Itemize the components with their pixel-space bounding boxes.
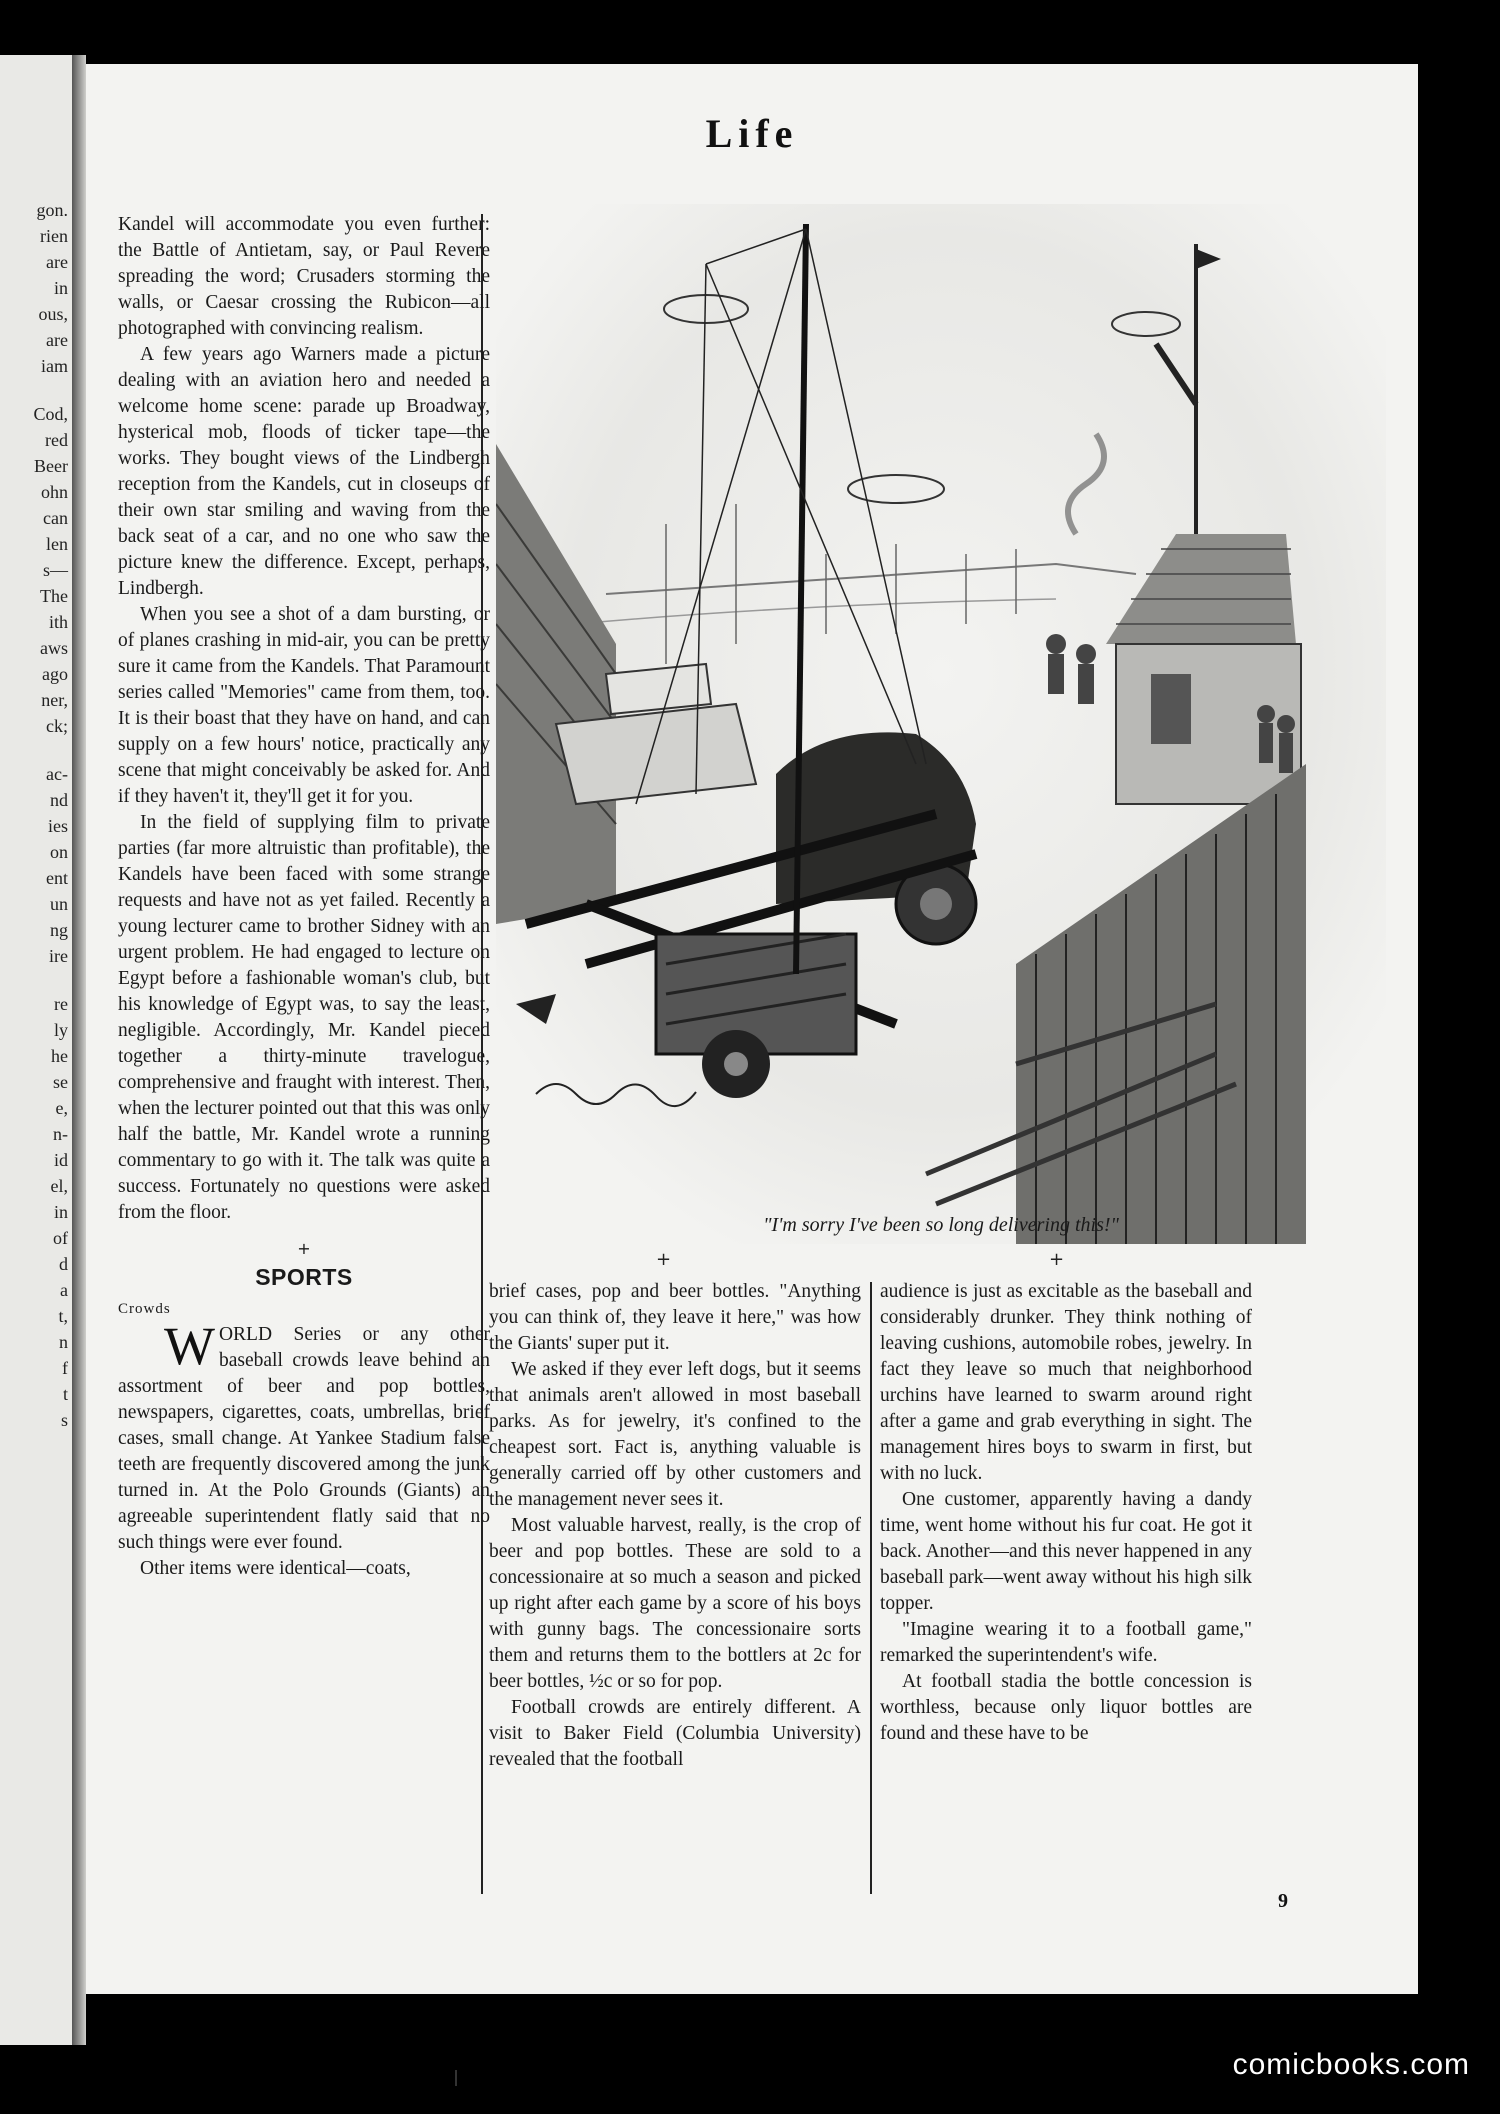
previous-page-text-fragment: ly: [53, 1020, 68, 1040]
previous-page-text-fragment: e,: [55, 1098, 68, 1118]
article-column-3: [880, 1279, 1252, 1747]
previous-page-text-fragment: can: [43, 508, 68, 528]
drop-cap: W: [164, 1316, 215, 1376]
previous-page-text-fragment: rien: [40, 226, 68, 246]
paragraph: At football stadia the bottle concession is worthless, because only liquor bottles are found and these have to be: [880, 1671, 1252, 1744]
paragraph: [118, 1316, 490, 1556]
previous-page-text-fragment: ac-: [46, 764, 68, 784]
watermark: comicbooks.com: [1232, 2048, 1470, 2081]
previous-page-text-fragment: a: [60, 1280, 68, 1300]
previous-page-text-fragment: Cod,: [33, 404, 68, 424]
previous-page-text-fragment: ago: [42, 664, 68, 684]
previous-page-text-fragment: s: [60, 1410, 68, 1430]
paragraph: brief cases, pop and beer bottles. "Anything you can think of, they leave it here," was how the Giants' super put it.: [489, 1281, 861, 1354]
paragraph: Kandel will accommodate you even further: the Battle of Antietam, say, or Paul Revere spreading the word; Crusaders storming the walls, or Caesar crossing the Rubicon—all photographed with convincing realism.: [118, 214, 490, 339]
previous-page-text-fragment: t: [62, 1384, 68, 1404]
previous-page-text-fragment: ner,: [41, 690, 68, 710]
previous-page-text-fragment: ous,: [38, 304, 68, 324]
ornament-cross: +: [656, 1249, 672, 1270]
previous-page-text-fragment: s—: [42, 560, 68, 580]
previous-page-text-fragment: of: [53, 1228, 68, 1248]
previous-page-text-fragment: in: [53, 278, 68, 298]
previous-page-text-fragment: n: [59, 1332, 68, 1352]
previous-page-text-fragment: iam: [41, 356, 68, 376]
paragraph: One customer, apparently having a dandy time, went home without his fur coat. He got it back. Another—and this never happened in any baseball park—went away without his high silk topper.: [880, 1489, 1252, 1614]
previous-page-text-fragment: he: [51, 1046, 68, 1066]
previous-page-text-fragment: f: [62, 1358, 68, 1378]
previous-page-text-fragment: Beer: [34, 456, 68, 476]
previous-page-text-fragment: gon.: [36, 200, 68, 220]
previous-page-text-fragment: d: [59, 1254, 68, 1274]
cartoon-illustration: [496, 204, 1386, 1244]
previous-page-text-fragment: t,: [58, 1306, 68, 1326]
paragraph: We asked if they ever left dogs, but it seems that animals aren't allowed in most baseball parks. As for jewelry, it's confined to the cheapest sort. Fact is, anything valuable is generally carried off by other customers and the management never sees it.: [489, 1359, 861, 1510]
paragraph: Most valuable harvest, really, is the crop of beer and pop bottles. These are sold to a concessionaire at so much a season and picked up right after each game by a score of his boys with gunny bags. The concessionaire sorts them and returns them to the bottlers at 2c for beer bottles, ½c or so for pop.: [489, 1515, 861, 1692]
previous-page-text-fragment: are: [46, 252, 68, 272]
article-column-2: [489, 1279, 861, 1773]
previous-page-text-fragment: len: [46, 534, 68, 554]
paragraph: "Imagine wearing it to a football game," remarked the superintendent's wife.: [880, 1619, 1252, 1666]
previous-page-text-fragment: id: [53, 1150, 68, 1170]
paragraph: Football crowds are entirely different. A visit to Baker Field (Columbia University) revealed that the football: [489, 1697, 861, 1770]
paragraph: When you see a shot of a dam bursting, or of planes crashing in mid-air, you can be pretty sure it came from the Kandels. That Paramount series called "Memories" came from them, too. It is their boast that they have on hand, and can supply on a few hours' notice, practically any scene that might conceivably be asked for. And if they haven't it, they'll get it for you.: [118, 604, 490, 807]
article-column-1: [118, 212, 490, 1582]
magazine-page: [86, 64, 1418, 1994]
previous-page-text-fragment: un: [50, 894, 68, 914]
previous-page-text-fragment: ohn: [41, 482, 68, 502]
paragraph-text: ORLD Series or any other baseball crowds leave behind an assortment of beer and pop bottles, newspapers, cigarettes, coats, umbrellas, brief cases, small change. At Yankee Stadium false teeth are frequently discovered among the junk turned in. At the Polo Grounds (Giants) an agreeable superintendent flatly said that no such things were ever found.: [118, 1324, 490, 1553]
previous-page-text-fragment: ith: [48, 612, 68, 632]
paragraph: In the field of supplying film to private parties (far more altruistic than profitable), the Kandels have been faced with some strange requests and have not as yet failed. Recently a young lecturer came to brother Sidney with an urgent problem. He had engaged to lecture on Egypt before a fashionable woman's club, but his knowledge of Egypt was, to say the least, negligible. Accordingly, Mr. Kandel pieced together a thirty-minute travelogue, comprehensive and fraught with interest. Then, when the lecturer pointed out that this was only half the battle, Mr. Kandel wrote a running commentary to go with it. The talk was quite a success. Fortunately no questions were asked from the floor.: [118, 812, 490, 1223]
previous-page-text-fragment: re: [54, 994, 68, 1014]
previous-page-text-fragment: in: [53, 1202, 68, 1222]
previous-page-edge: [0, 55, 73, 2045]
paragraph: Other items were identical—coats,: [140, 1558, 411, 1579]
page-number: 9: [1278, 1890, 1288, 1912]
ornament-cross: +: [1049, 1249, 1065, 1270]
previous-page-text-fragment: se: [53, 1072, 68, 1092]
previous-page-text-fragment: n-: [53, 1124, 68, 1144]
previous-page-text-fragment: aws: [40, 638, 68, 658]
paragraph: audience is just as excitable as the baseball and considerably drunker. They think nothing of leaving cushions, automobile robes, jewelry. In fact they leave so much that neighborhood urchins have learned to swarm around right after a game and grab everything in sight. The management hires boys to swarm in first, but with no luck.: [880, 1281, 1252, 1484]
previous-page-text-fragment: nd: [50, 790, 68, 810]
previous-page-text-fragment: ent: [46, 868, 68, 888]
previous-page-text-fragment: The: [40, 586, 68, 606]
subheading: Crowds: [118, 1301, 171, 1317]
previous-page-text-fragment: are: [46, 330, 68, 350]
scan-mark: [455, 2070, 457, 2086]
previous-page-text-fragment: el,: [50, 1176, 68, 1196]
masthead: Life: [705, 111, 799, 156]
previous-page-text-fragment: ire: [49, 946, 68, 966]
previous-page-text-fragment: ck;: [46, 716, 68, 736]
previous-page-text-fragment: ng: [50, 920, 68, 940]
previous-page-text-fragment: on: [50, 842, 68, 862]
illustration-caption: "I'm sorry I've been so long delivering this!": [763, 1214, 1119, 1236]
previous-page-text-fragment: ies: [48, 816, 68, 836]
section-heading: SPORTS: [255, 1264, 353, 1290]
paragraph: A few years ago Warners made a picture dealing with an aviation hero and needed a welcome home scene: parade up Broadway, hysterical mob, floods of ticker tape—the works. They bought views of the Lindbergh reception from the Kandels, cut in closeups of their own star smiling and waving from the back seat of a car, and no one who saw the picture knew the difference. Except, perhaps, Lindbergh.: [118, 344, 490, 599]
previous-page-text-fragment: red: [45, 430, 68, 450]
section-divider: +: [297, 1239, 311, 1258]
page-gutter: [72, 55, 86, 2045]
column-rule: [870, 1282, 872, 1894]
